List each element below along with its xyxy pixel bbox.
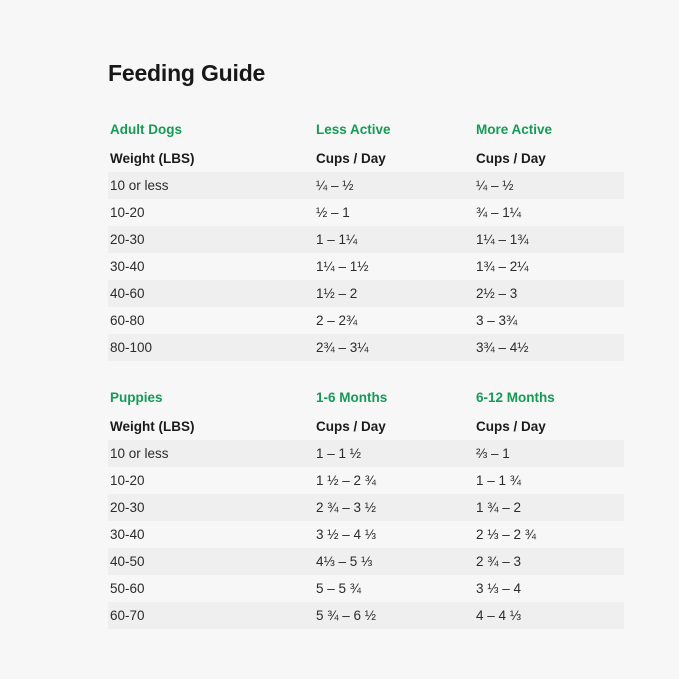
cell-1-6-months: 4⅓ – 5 ⅓: [316, 548, 476, 575]
section-header-row: [108, 381, 624, 413]
column-header-row: [108, 413, 624, 440]
cell-1-6-months: 1 ½ – 2 ¾: [316, 473, 377, 488]
cell-more-active: 1¼ – 1¾: [476, 226, 624, 253]
cell-less-active: 1½ – 2: [316, 280, 476, 307]
table-row: [108, 307, 624, 334]
adult-dogs-table: [108, 113, 624, 361]
table-row: [108, 521, 624, 548]
column-header-cups-1-6: Cups / Day: [316, 419, 386, 434]
cell-weight: 50-60: [110, 581, 145, 596]
table-row: [108, 494, 624, 521]
cell-weight: 10-20: [110, 205, 145, 220]
cell-6-12-months: 3 ⅓ – 4: [476, 581, 522, 596]
cell-less-active: 2¾ – 3¼: [316, 334, 476, 361]
cell-weight: 80-100: [108, 334, 316, 361]
cell-more-active: 1¾ – 2¼: [476, 259, 529, 274]
table-row: [108, 440, 624, 467]
table-row: [108, 575, 624, 602]
cell-weight: 60-70: [108, 602, 316, 629]
cell-weight: 20-30: [108, 494, 316, 521]
cell-weight: 10-20: [110, 473, 145, 488]
table-row: [108, 226, 624, 253]
cell-more-active: 3¾ – 4½: [476, 334, 624, 361]
column-header-cups-6-12: Cups / Day: [476, 419, 546, 434]
cell-1-6-months: 5 ¾ – 6 ½: [316, 602, 476, 629]
cell-6-12-months: 1 – 1 ¾: [476, 473, 522, 488]
cell-weight: 60-80: [110, 313, 145, 328]
cell-weight: 40-50: [108, 548, 316, 575]
table-row: [108, 602, 624, 629]
column-header-weight: Weight (LBS): [110, 151, 195, 166]
section-label-1-6-months: 1-6 Months: [316, 389, 388, 405]
cell-6-12-months: 4 – 4 ⅓: [476, 602, 624, 629]
cell-6-12-months: 2 ⅓ – 2 ¾: [476, 527, 537, 542]
table-row: [108, 548, 624, 575]
cell-less-active: 1¼ – 1½: [316, 259, 369, 274]
table-row: [108, 199, 624, 226]
cell-1-6-months: 1 – 1 ½: [316, 440, 476, 467]
cell-1-6-months: 3 ½ – 4 ⅓: [316, 527, 377, 542]
section-divider: [108, 361, 571, 381]
table-row: [108, 280, 624, 307]
cell-1-6-months: 2 ¾ – 3 ½: [316, 494, 476, 521]
column-header-row: [108, 145, 624, 172]
cell-weight: 10 or less: [108, 172, 316, 199]
table-row: [108, 334, 624, 361]
column-header-cups-less-active: Cups / Day: [316, 151, 386, 166]
cell-weight: 30-40: [110, 527, 145, 542]
cell-less-active: 1 – 1¼: [316, 226, 476, 253]
cell-more-active: 3 – 3¾: [476, 313, 518, 328]
column-header-weight: Weight (LBS): [110, 419, 195, 434]
cell-less-active: ¼ – ½: [316, 172, 476, 199]
cell-6-12-months: 2 ¾ – 3: [476, 548, 624, 575]
cell-weight: 10 or less: [108, 440, 316, 467]
cell-less-active: ½ – 1: [316, 205, 350, 220]
cell-more-active: ¼ – ½: [476, 172, 624, 199]
table-row: [108, 467, 624, 494]
cell-1-6-months: 5 – 5 ¾: [316, 581, 362, 596]
table-row: [108, 253, 624, 280]
cell-6-12-months: ⅔ – 1: [476, 440, 624, 467]
section-label-adult-dogs: Adult Dogs: [110, 121, 182, 137]
cell-weight: 30-40: [110, 259, 145, 274]
column-header-cups-more-active: Cups / Day: [476, 151, 546, 166]
cell-weight: 40-60: [108, 280, 316, 307]
puppies-table: [108, 381, 624, 629]
table-row: [108, 172, 624, 199]
section-label-puppies: Puppies: [110, 389, 163, 405]
section-label-6-12-months: 6-12 Months: [476, 389, 555, 405]
cell-less-active: 2 – 2¾: [316, 313, 358, 328]
section-label-less-active: Less Active: [316, 121, 391, 137]
cell-6-12-months: 1 ¾ – 2: [476, 494, 624, 521]
cell-more-active: 2½ – 3: [476, 280, 624, 307]
cell-more-active: ¾ – 1¼: [476, 205, 522, 220]
page-title: Feeding Guide: [108, 60, 266, 86]
cell-weight: 20-30: [108, 226, 316, 253]
section-label-more-active: More Active: [476, 121, 553, 137]
section-header-row: [108, 113, 624, 145]
